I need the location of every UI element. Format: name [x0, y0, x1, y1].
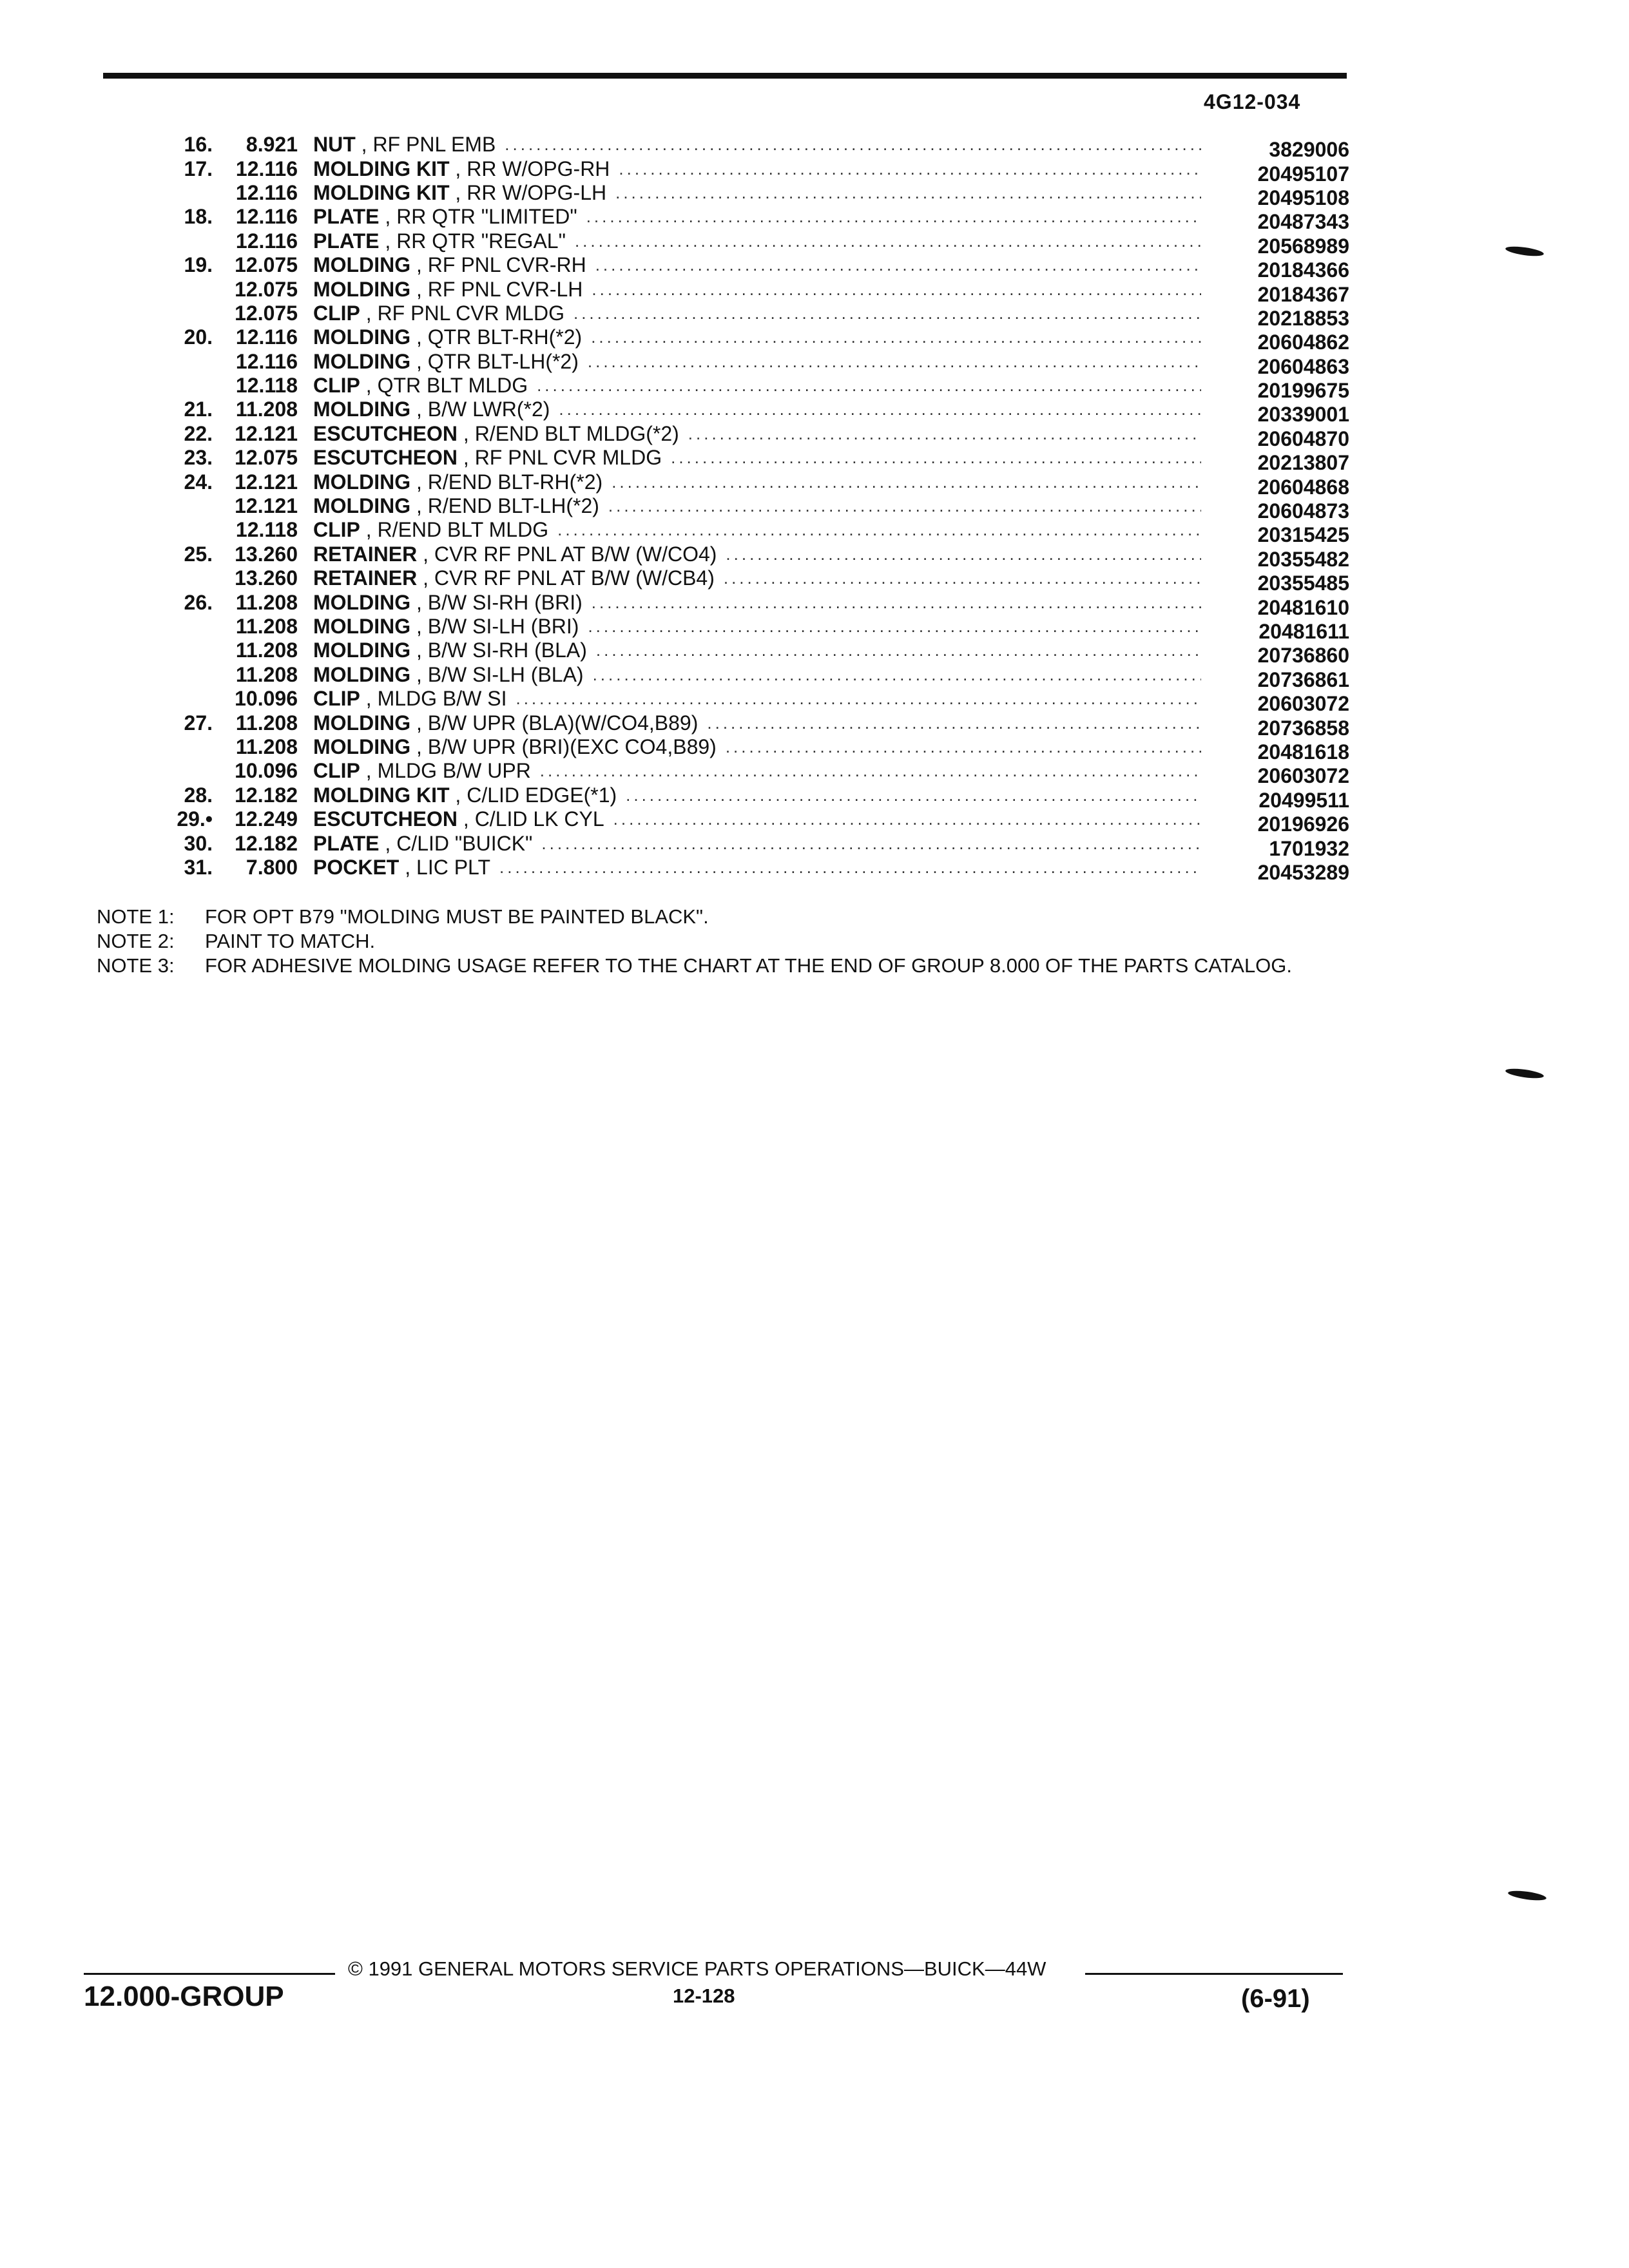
footer-rule-right: [1085, 1973, 1343, 1975]
ref-number: 16.: [184, 133, 213, 157]
part-detail: MLDG B/W SI: [377, 687, 507, 711]
part-number: 20213807: [1257, 451, 1349, 475]
part-description: [298, 446, 1214, 470]
separator: ,: [360, 374, 378, 398]
leader-dots: [540, 759, 1201, 783]
group-number: 12.118: [235, 518, 298, 542]
leader-dots: [575, 229, 1201, 253]
part-row: [155, 421, 1349, 450]
part-number: 20199675: [1257, 379, 1349, 403]
leader-dots: [559, 398, 1201, 421]
part-description: [298, 494, 1214, 518]
part-row: [155, 566, 1349, 595]
separator: ,: [360, 518, 378, 542]
notes-section: [97, 905, 1353, 978]
note-text: PAINT TO MATCH.: [205, 930, 376, 952]
part-number: 20355482: [1257, 547, 1349, 571]
leader-dots: [608, 494, 1201, 518]
ref-number: 25.: [184, 542, 213, 566]
part-row: [155, 807, 1349, 836]
leader-dots: [541, 832, 1201, 856]
part-detail: B/W UPR (BRI)(EXC CO4,B89): [427, 735, 717, 758]
part-description: [298, 566, 1214, 590]
part-name: CLIP: [313, 687, 360, 711]
part-number: 20568989: [1257, 234, 1349, 258]
top-rule: [103, 73, 1347, 79]
ref-number: 17.: [184, 157, 213, 180]
separator: ,: [410, 615, 428, 638]
ref-number: 19.: [184, 253, 213, 277]
group-number: 8.921: [246, 133, 298, 157]
part-row: [155, 831, 1349, 860]
ref-number: 28.: [184, 783, 213, 807]
group-number: 11.208: [235, 711, 298, 735]
leader-dots: [586, 205, 1201, 229]
part-name: MOLDING: [313, 615, 411, 638]
leader-dots: [516, 687, 1201, 711]
part-name: CLIP: [313, 759, 360, 783]
group-number: 12.075: [235, 446, 298, 470]
parts-list: [155, 133, 1349, 884]
part-name: CLIP: [313, 374, 360, 398]
part-detail: RF PNL CVR-LH: [427, 277, 583, 301]
part-description: [298, 711, 1214, 735]
part-row: [155, 229, 1349, 258]
part-row: [155, 518, 1349, 547]
ref-number: 22.: [184, 421, 213, 445]
group-number: 11.208: [235, 662, 298, 686]
part-description: [298, 350, 1214, 374]
ref-number: 20.: [184, 325, 213, 349]
binder-hole-mark: [1507, 1889, 1547, 1902]
part-number: 20453289: [1257, 860, 1349, 884]
group-number: 11.208: [235, 590, 298, 614]
part-detail: QTR BLT-RH(*2): [427, 325, 583, 349]
part-row: [155, 325, 1349, 354]
part-row: [155, 301, 1349, 330]
group-number: 12.116: [235, 157, 298, 180]
note: [97, 954, 1353, 978]
part-name: POCKET: [313, 855, 400, 879]
part-name: PLATE: [313, 229, 380, 253]
leader-dots: [612, 470, 1201, 494]
separator: ,: [449, 180, 467, 204]
part-number: 20603072: [1257, 692, 1349, 716]
ref-number: 30.: [184, 831, 213, 855]
part-row: [155, 157, 1349, 186]
part-detail: RR W/OPG-RH: [467, 157, 610, 180]
part-number: 20604873: [1257, 499, 1349, 523]
part-number: 1701932: [1269, 836, 1349, 860]
separator: ,: [410, 470, 428, 494]
separator: ,: [410, 711, 428, 735]
part-row: [155, 446, 1349, 475]
part-description: [298, 325, 1214, 349]
part-name: MOLDING KIT: [313, 157, 450, 180]
separator: ,: [410, 590, 428, 614]
part-description: [298, 374, 1214, 398]
separator: ,: [410, 639, 428, 662]
part-name: MOLDING: [313, 735, 411, 758]
group-number: 12.116: [235, 180, 298, 204]
separator: ,: [449, 157, 467, 180]
separator: ,: [410, 325, 428, 349]
part-description: [298, 253, 1214, 277]
part-detail: C/LID "BUICK": [396, 831, 533, 855]
separator: ,: [458, 807, 475, 831]
group-number: 10.096: [235, 759, 298, 783]
part-number: 3829006: [1269, 138, 1349, 162]
part-description: [298, 615, 1214, 639]
part-detail: RF PNL CVR MLDG: [474, 446, 662, 470]
part-row: [155, 349, 1349, 378]
part-detail: QTR BLT-LH(*2): [427, 349, 579, 373]
part-number: 20218853: [1257, 306, 1349, 330]
part-description: [298, 832, 1214, 856]
leader-dots: [592, 591, 1201, 615]
part-name: ESCUTCHEON: [313, 421, 458, 445]
leader-dots: [707, 711, 1201, 735]
part-detail: LIC PLT: [416, 855, 491, 879]
part-detail: RR W/OPG-LH: [467, 180, 607, 204]
separator: ,: [410, 398, 428, 421]
part-row: [155, 711, 1349, 740]
part-description: [298, 278, 1214, 302]
leader-dots: [505, 133, 1201, 157]
part-detail: RF PNL EMB: [372, 133, 496, 157]
separator: ,: [355, 133, 373, 157]
part-number: 20604862: [1257, 331, 1349, 354]
part-row: [155, 615, 1349, 643]
part-name: CLIP: [313, 301, 360, 325]
separator: ,: [410, 277, 428, 301]
part-row: [155, 470, 1349, 499]
leader-dots: [592, 278, 1201, 302]
part-detail: R/END BLT-LH(*2): [427, 494, 599, 518]
ref-number: 23.: [184, 446, 213, 470]
part-number: 20736861: [1257, 668, 1349, 691]
part-detail: CVR RF PNL AT B/W (W/CO4): [434, 542, 717, 566]
note-label: NOTE 2:: [97, 930, 175, 952]
part-description: [298, 663, 1214, 687]
leader-dots: [726, 735, 1201, 759]
note-label: NOTE 3:: [97, 954, 175, 977]
part-number: 20184366: [1257, 258, 1349, 282]
part-number: 20481610: [1257, 595, 1349, 619]
part-detail: RR QTR "REGAL": [396, 229, 566, 253]
part-description: [298, 133, 1214, 157]
separator: ,: [410, 349, 428, 373]
leader-dots: [593, 663, 1201, 687]
note-text: FOR OPT B79 "MOLDING MUST BE PAINTED BLACK".: [205, 905, 709, 928]
part-name: RETAINER: [313, 566, 418, 590]
part-row: [155, 253, 1349, 282]
part-name: MOLDING KIT: [313, 783, 450, 807]
group-number: 13.260: [235, 566, 298, 590]
part-name: MOLDING: [313, 470, 411, 494]
part-description: [298, 398, 1214, 421]
part-number: 20481618: [1257, 740, 1349, 764]
part-description: [298, 470, 1214, 494]
part-description: [298, 783, 1214, 807]
illustration-code: 4G12-034: [1204, 90, 1301, 113]
part-row: [155, 662, 1349, 691]
part-name: MOLDING: [313, 494, 411, 518]
separator: ,: [399, 855, 417, 879]
group-label: 12.000-GROUP: [84, 1981, 284, 2012]
group-number: 12.121: [235, 470, 298, 494]
group-number: 12.075: [235, 277, 298, 301]
part-description: [298, 157, 1214, 181]
part-number: 20196926: [1257, 812, 1349, 836]
binder-hole-mark: [1505, 245, 1544, 258]
part-number: 20315425: [1257, 523, 1349, 547]
group-number: 12.075: [235, 301, 298, 325]
leader-dots: [724, 566, 1201, 590]
part-name: MOLDING: [313, 711, 411, 735]
group-number: 12.116: [235, 349, 298, 373]
part-number: 20481611: [1258, 620, 1349, 643]
part-detail: RF PNL CVR MLDG: [377, 301, 564, 325]
group-number: 12.116: [235, 325, 298, 349]
leader-dots: [557, 518, 1201, 542]
part-description: [298, 518, 1214, 542]
part-description: [298, 181, 1214, 205]
part-detail: RR QTR "LIMITED": [396, 205, 577, 229]
part-number: 20184367: [1257, 282, 1349, 306]
note: [97, 929, 1353, 954]
ref-number: 21.: [184, 398, 213, 421]
group-number: 12.182: [235, 783, 298, 807]
part-detail: C/LID EDGE(*1): [467, 783, 617, 807]
part-description: [298, 856, 1214, 879]
group-number: 11.208: [235, 639, 298, 662]
revision-date: (6-91): [1241, 1984, 1310, 2013]
footer-rule-left: [84, 1973, 335, 1975]
group-number: 12.121: [235, 421, 298, 445]
separator: ,: [379, 831, 397, 855]
part-row: [155, 180, 1349, 209]
ref-number: 31.: [184, 855, 213, 879]
leader-dots: [671, 446, 1201, 470]
separator: ,: [379, 205, 397, 229]
part-number: 20495108: [1257, 186, 1349, 209]
part-name: ESCUTCHEON: [313, 807, 458, 831]
part-name: MOLDING: [313, 349, 411, 373]
leader-dots: [595, 253, 1201, 277]
part-detail: B/W LWR(*2): [427, 398, 550, 421]
leader-dots: [537, 374, 1201, 398]
separator: ,: [417, 566, 434, 590]
part-detail: QTR BLT MLDG: [377, 374, 528, 398]
part-description: [298, 759, 1214, 783]
leader-dots: [499, 856, 1201, 879]
part-row: [155, 398, 1349, 427]
part-number: 20736858: [1257, 716, 1349, 740]
part-row: [155, 374, 1349, 403]
part-detail: B/W UPR (BLA)(W/CO4,B89): [427, 711, 699, 735]
part-description: [298, 543, 1214, 566]
part-name: MOLDING: [313, 662, 411, 686]
leader-dots: [626, 783, 1201, 807]
part-number: 20355485: [1257, 572, 1349, 595]
leader-dots: [591, 325, 1201, 349]
page-number: 12-128: [673, 1984, 735, 2007]
part-detail: R/END BLT MLDG: [377, 518, 549, 542]
separator: ,: [410, 494, 428, 518]
part-detail: B/W SI-LH (BLA): [427, 662, 584, 686]
part-row: [155, 542, 1349, 571]
part-row: [155, 205, 1349, 234]
part-row: [155, 277, 1349, 306]
part-number: 20603072: [1257, 764, 1349, 788]
part-row: [155, 759, 1349, 788]
part-description: [298, 591, 1214, 615]
separator: ,: [410, 662, 428, 686]
part-name: PLATE: [313, 831, 380, 855]
separator: ,: [379, 229, 397, 253]
part-detail: MLDG B/W UPR: [377, 759, 531, 783]
part-description: [298, 687, 1214, 711]
part-description: [298, 302, 1214, 325]
part-number: 20495107: [1257, 162, 1349, 186]
group-number: 12.182: [235, 831, 298, 855]
part-description: [298, 229, 1214, 253]
binder-hole-mark: [1505, 1067, 1544, 1080]
group-number: 12.116: [235, 205, 298, 229]
part-number: 20499511: [1258, 788, 1349, 812]
separator: ,: [360, 301, 378, 325]
leader-dots: [588, 350, 1201, 374]
separator: ,: [360, 759, 378, 783]
leader-dots: [596, 639, 1201, 662]
part-description: [298, 735, 1214, 759]
part-name: CLIP: [313, 518, 360, 542]
separator: ,: [458, 421, 475, 445]
group-number: 13.260: [235, 542, 298, 566]
part-name: MOLDING: [313, 325, 411, 349]
part-description: [298, 422, 1214, 446]
group-number: 12.118: [235, 374, 298, 398]
separator: ,: [410, 253, 428, 277]
part-number: 20487343: [1257, 210, 1349, 234]
part-name: MOLDING: [313, 639, 411, 662]
leader-dots: [574, 302, 1201, 325]
part-number: 20736860: [1257, 644, 1349, 668]
leader-dots: [619, 157, 1201, 181]
note-label: NOTE 1:: [97, 905, 175, 928]
part-row: [155, 783, 1349, 812]
group-number: 11.208: [235, 615, 298, 638]
part-description: [298, 205, 1214, 229]
part-name: RETAINER: [313, 542, 418, 566]
group-number: 11.208: [235, 398, 298, 421]
part-detail: CVR RF PNL AT B/W (W/CB4): [434, 566, 715, 590]
part-detail: R/END BLT-RH(*2): [427, 470, 603, 494]
ref-number: 18.: [184, 205, 213, 229]
part-row: [155, 855, 1349, 884]
note-text: FOR ADHESIVE MOLDING USAGE REFER TO THE CHART AT THE END OF GROUP 8.000 OF THE PARTS CATALOG.: [205, 954, 1293, 977]
part-name: MOLDING KIT: [313, 180, 450, 204]
separator: ,: [410, 735, 428, 758]
group-number: 10.096: [235, 687, 298, 711]
part-number: 20604870: [1257, 427, 1349, 450]
ref-number: 24.: [184, 470, 213, 494]
part-name: MOLDING: [313, 398, 411, 421]
part-description: [298, 807, 1214, 831]
group-number: 7.800: [246, 855, 298, 879]
part-name: PLATE: [313, 205, 380, 229]
leader-dots: [588, 615, 1201, 639]
group-number: 11.208: [235, 735, 298, 758]
part-row: [155, 590, 1349, 619]
part-detail: B/W SI-RH (BRI): [427, 590, 583, 614]
separator: ,: [417, 542, 434, 566]
copyright-line: © 1991 GENERAL MOTORS SERVICE PARTS OPERATIONS—BUICK—44W: [348, 1957, 1046, 1980]
group-number: 12.249: [235, 807, 298, 831]
part-name: MOLDING: [313, 253, 411, 277]
separator: ,: [360, 687, 378, 711]
part-detail: C/LID LK CYL: [474, 807, 604, 831]
part-name: NUT: [313, 133, 356, 157]
group-number: 12.116: [235, 229, 298, 253]
separator: ,: [458, 446, 475, 470]
part-row: [155, 735, 1349, 764]
part-name: ESCUTCHEON: [313, 446, 458, 470]
part-number: 20604863: [1257, 354, 1349, 378]
group-number: 12.121: [235, 494, 298, 518]
ref-number: 29.•: [177, 807, 213, 831]
part-name: MOLDING: [313, 590, 411, 614]
part-detail: B/W SI-LH (BRI): [427, 615, 579, 638]
part-name: MOLDING: [313, 277, 411, 301]
ref-number: 26.: [184, 590, 213, 614]
leader-dots: [615, 181, 1201, 205]
group-number: 12.075: [235, 253, 298, 277]
part-row: [155, 639, 1349, 668]
leader-dots: [726, 543, 1201, 566]
part-row: [155, 494, 1349, 523]
part-row: [155, 687, 1349, 716]
note: [97, 905, 1353, 929]
part-detail: B/W SI-RH (BLA): [427, 639, 587, 662]
part-number: 20339001: [1257, 403, 1349, 427]
separator: ,: [449, 783, 467, 807]
part-detail: RF PNL CVR-RH: [427, 253, 586, 277]
part-detail: R/END BLT MLDG(*2): [474, 421, 679, 445]
leader-dots: [613, 807, 1201, 831]
leader-dots: [688, 422, 1201, 446]
part-number: 20604868: [1257, 475, 1349, 499]
ref-number: 27.: [184, 711, 213, 735]
part-row: [155, 133, 1349, 162]
part-description: [298, 639, 1214, 662]
